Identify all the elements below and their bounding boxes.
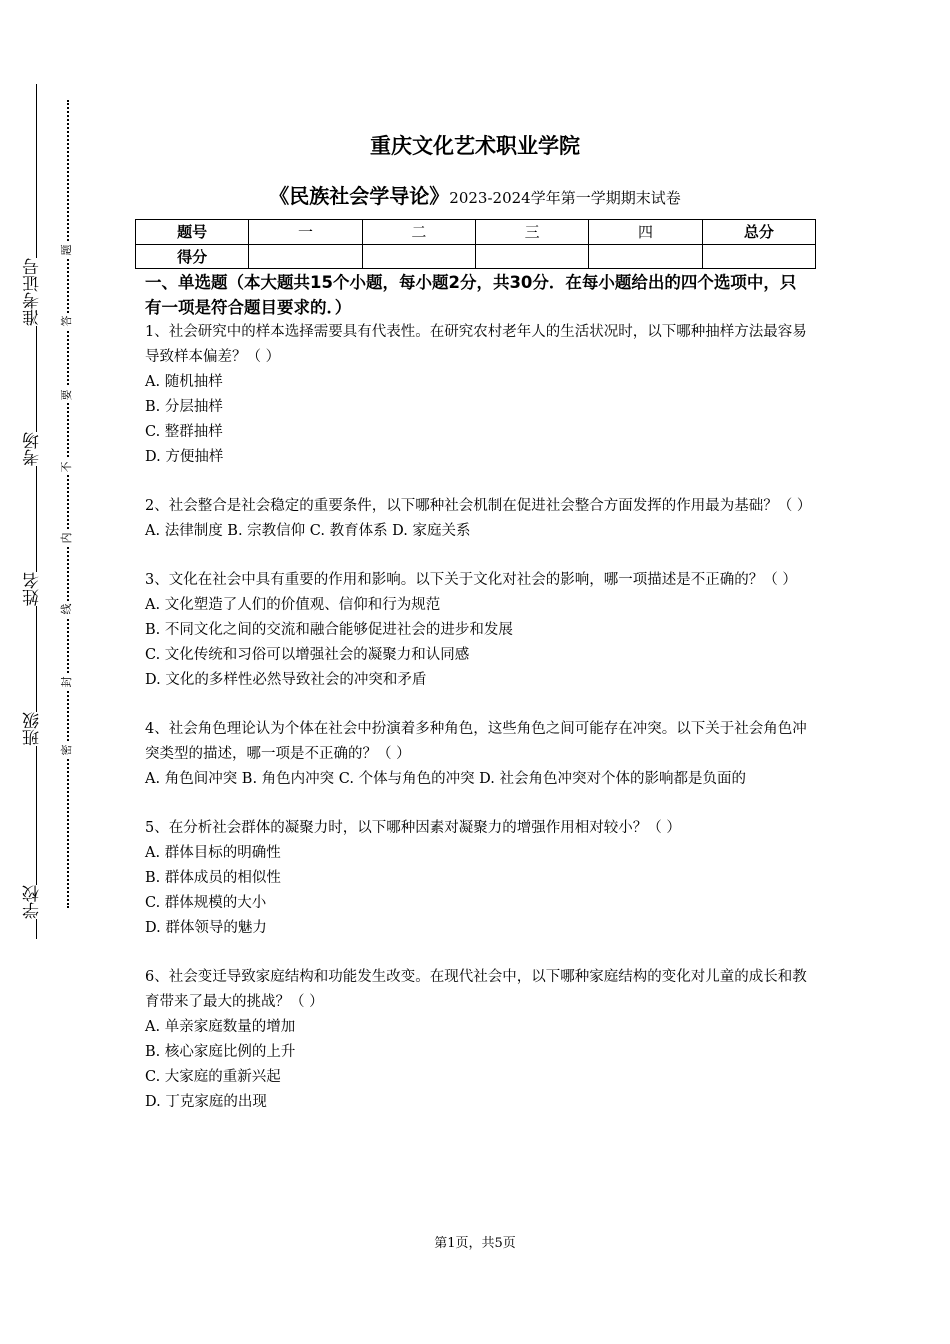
exam-room-field-label: 考场 — [18, 432, 48, 466]
exam-term: 2023-2024学年第一学期期末试卷 — [449, 189, 681, 207]
school-name: 重庆文化艺术职业学院 — [370, 134, 580, 158]
score-input-cell[interactable] — [362, 244, 475, 269]
score-table-cell: 四 — [589, 220, 702, 245]
question-text: 2、社会整合是社会稳定的重要条件，以下哪种社会机制在促进社会整合方面发挥的作用最为基础？（ ） — [145, 498, 812, 514]
question — [145, 568, 810, 693]
question-option: A. 单亲家庭数量的增加 — [145, 1019, 296, 1035]
question-option: D. 文化的多样性必然导致社会的冲突和矛盾 — [145, 672, 427, 688]
question — [145, 816, 810, 941]
question-option: C. 整群抽样 — [145, 424, 223, 440]
seal-char: 答 — [59, 313, 75, 329]
question-option: C. 大家庭的重新兴起 — [145, 1069, 281, 1085]
score-table-cell: 三 — [475, 220, 588, 245]
question-text: 6、社会变迁导致家庭结构和功能发生改变。在现代社会中，以下哪种家庭结构的变化对儿童的成长和教育带来了最大的挑战？（ ） — [145, 969, 807, 1010]
question-option: C. 文化传统和习俗可以增强社会的凝聚力和认同感 — [145, 647, 470, 663]
binding-margin-line — [36, 84, 37, 939]
seal-char: 线 — [59, 601, 75, 617]
score-table — [135, 219, 816, 269]
question-text: 1、社会研究中的样本选择需要具有代表性。在研究农村老年人的生活状况时，以下哪种抽样方法最容易导致样本偏差？（ ） — [145, 324, 807, 365]
question-option: B. 核心家庭比例的上升 — [145, 1044, 296, 1060]
section-title: 一、单选题（本大题共15个小题，每小题2分，共30分．在每小题给出的四个选项中，只有一项是符合题目要求的．） — [145, 273, 797, 317]
score-input-cell[interactable] — [589, 244, 702, 269]
score-table-cell: 题号 — [136, 220, 249, 245]
score-table-cell: 二 — [362, 220, 475, 245]
question — [145, 320, 810, 470]
question-text: 5、在分析社会群体的凝聚力时，以下哪种因素对凝聚力的增强作用相对较小？（ ） — [145, 820, 681, 836]
page-number: 第1页，共5页 — [434, 1236, 516, 1251]
question-option: D. 群体领导的魅力 — [145, 920, 267, 936]
question-option: A. 随机抽样 — [145, 374, 223, 390]
exam-title — [0, 180, 950, 209]
seal-char: 不 — [59, 459, 75, 475]
course-title: 《民族社会学导论》 — [269, 184, 450, 208]
question-option: C. 群体规模的大小 — [145, 895, 267, 911]
seal-char: 内 — [59, 530, 75, 546]
question-option: B. 不同文化之间的交流和融合能够促进社会的进步和发展 — [145, 622, 513, 638]
question-option: A. 角色间冲突 B. 角色内冲突 C. 个体与角色的冲突 D. 社会角色冲突对个体的影响都是负面的 — [145, 771, 747, 787]
class-field-label: 班级 — [18, 712, 48, 746]
question — [145, 965, 810, 1115]
score-input-cell[interactable] — [475, 244, 588, 269]
seal-char: 要 — [59, 387, 75, 403]
question-option: D. 丁克家庭的出现 — [145, 1094, 267, 1110]
question-option: B. 分层抽样 — [145, 399, 223, 415]
seal-char: 密 — [59, 742, 75, 758]
question — [145, 717, 810, 792]
score-table-cell: 一 — [249, 220, 362, 245]
score-input-cell[interactable] — [702, 244, 815, 269]
seal-char: 题 — [59, 242, 75, 258]
question-option: B. 群体成员的相似性 — [145, 870, 281, 886]
seal-dotted-line — [67, 100, 69, 908]
question-option: A. 法律制度 B. 宗教信仰 C. 教育体系 D. 家庭关系 — [145, 523, 471, 539]
seal-char: 封 — [59, 674, 75, 690]
question-option: A. 文化塑造了人们的价值观、信仰和行为规范 — [145, 597, 441, 613]
score-input-cell[interactable] — [249, 244, 362, 269]
question-text: 4、社会角色理论认为个体在社会中扮演着多种角色，这些角色之间可能存在冲突。以下关于社会角色冲突类型的描述，哪一项是不正确的？（ ） — [145, 721, 807, 762]
question-option: A. 群体目标的明确性 — [145, 845, 281, 861]
score-table-cell: 总分 — [702, 220, 815, 245]
score-table-cell: 得分 — [136, 244, 249, 269]
question-text: 3、文化在社会中具有重要的作用和影响。以下关于文化对社会的影响，哪一项描述是不正确的？（ ） — [145, 572, 797, 588]
question-option: D. 方便抽样 — [145, 449, 224, 465]
question — [145, 494, 810, 544]
school-field-label: 学校 — [18, 885, 48, 919]
name-field-label: 姓名 — [18, 572, 48, 606]
score-table-header-row — [136, 220, 816, 245]
score-table-score-row — [136, 244, 816, 269]
exam-content — [145, 270, 810, 1115]
admission-number-field-label: 准考证号 — [18, 258, 48, 326]
